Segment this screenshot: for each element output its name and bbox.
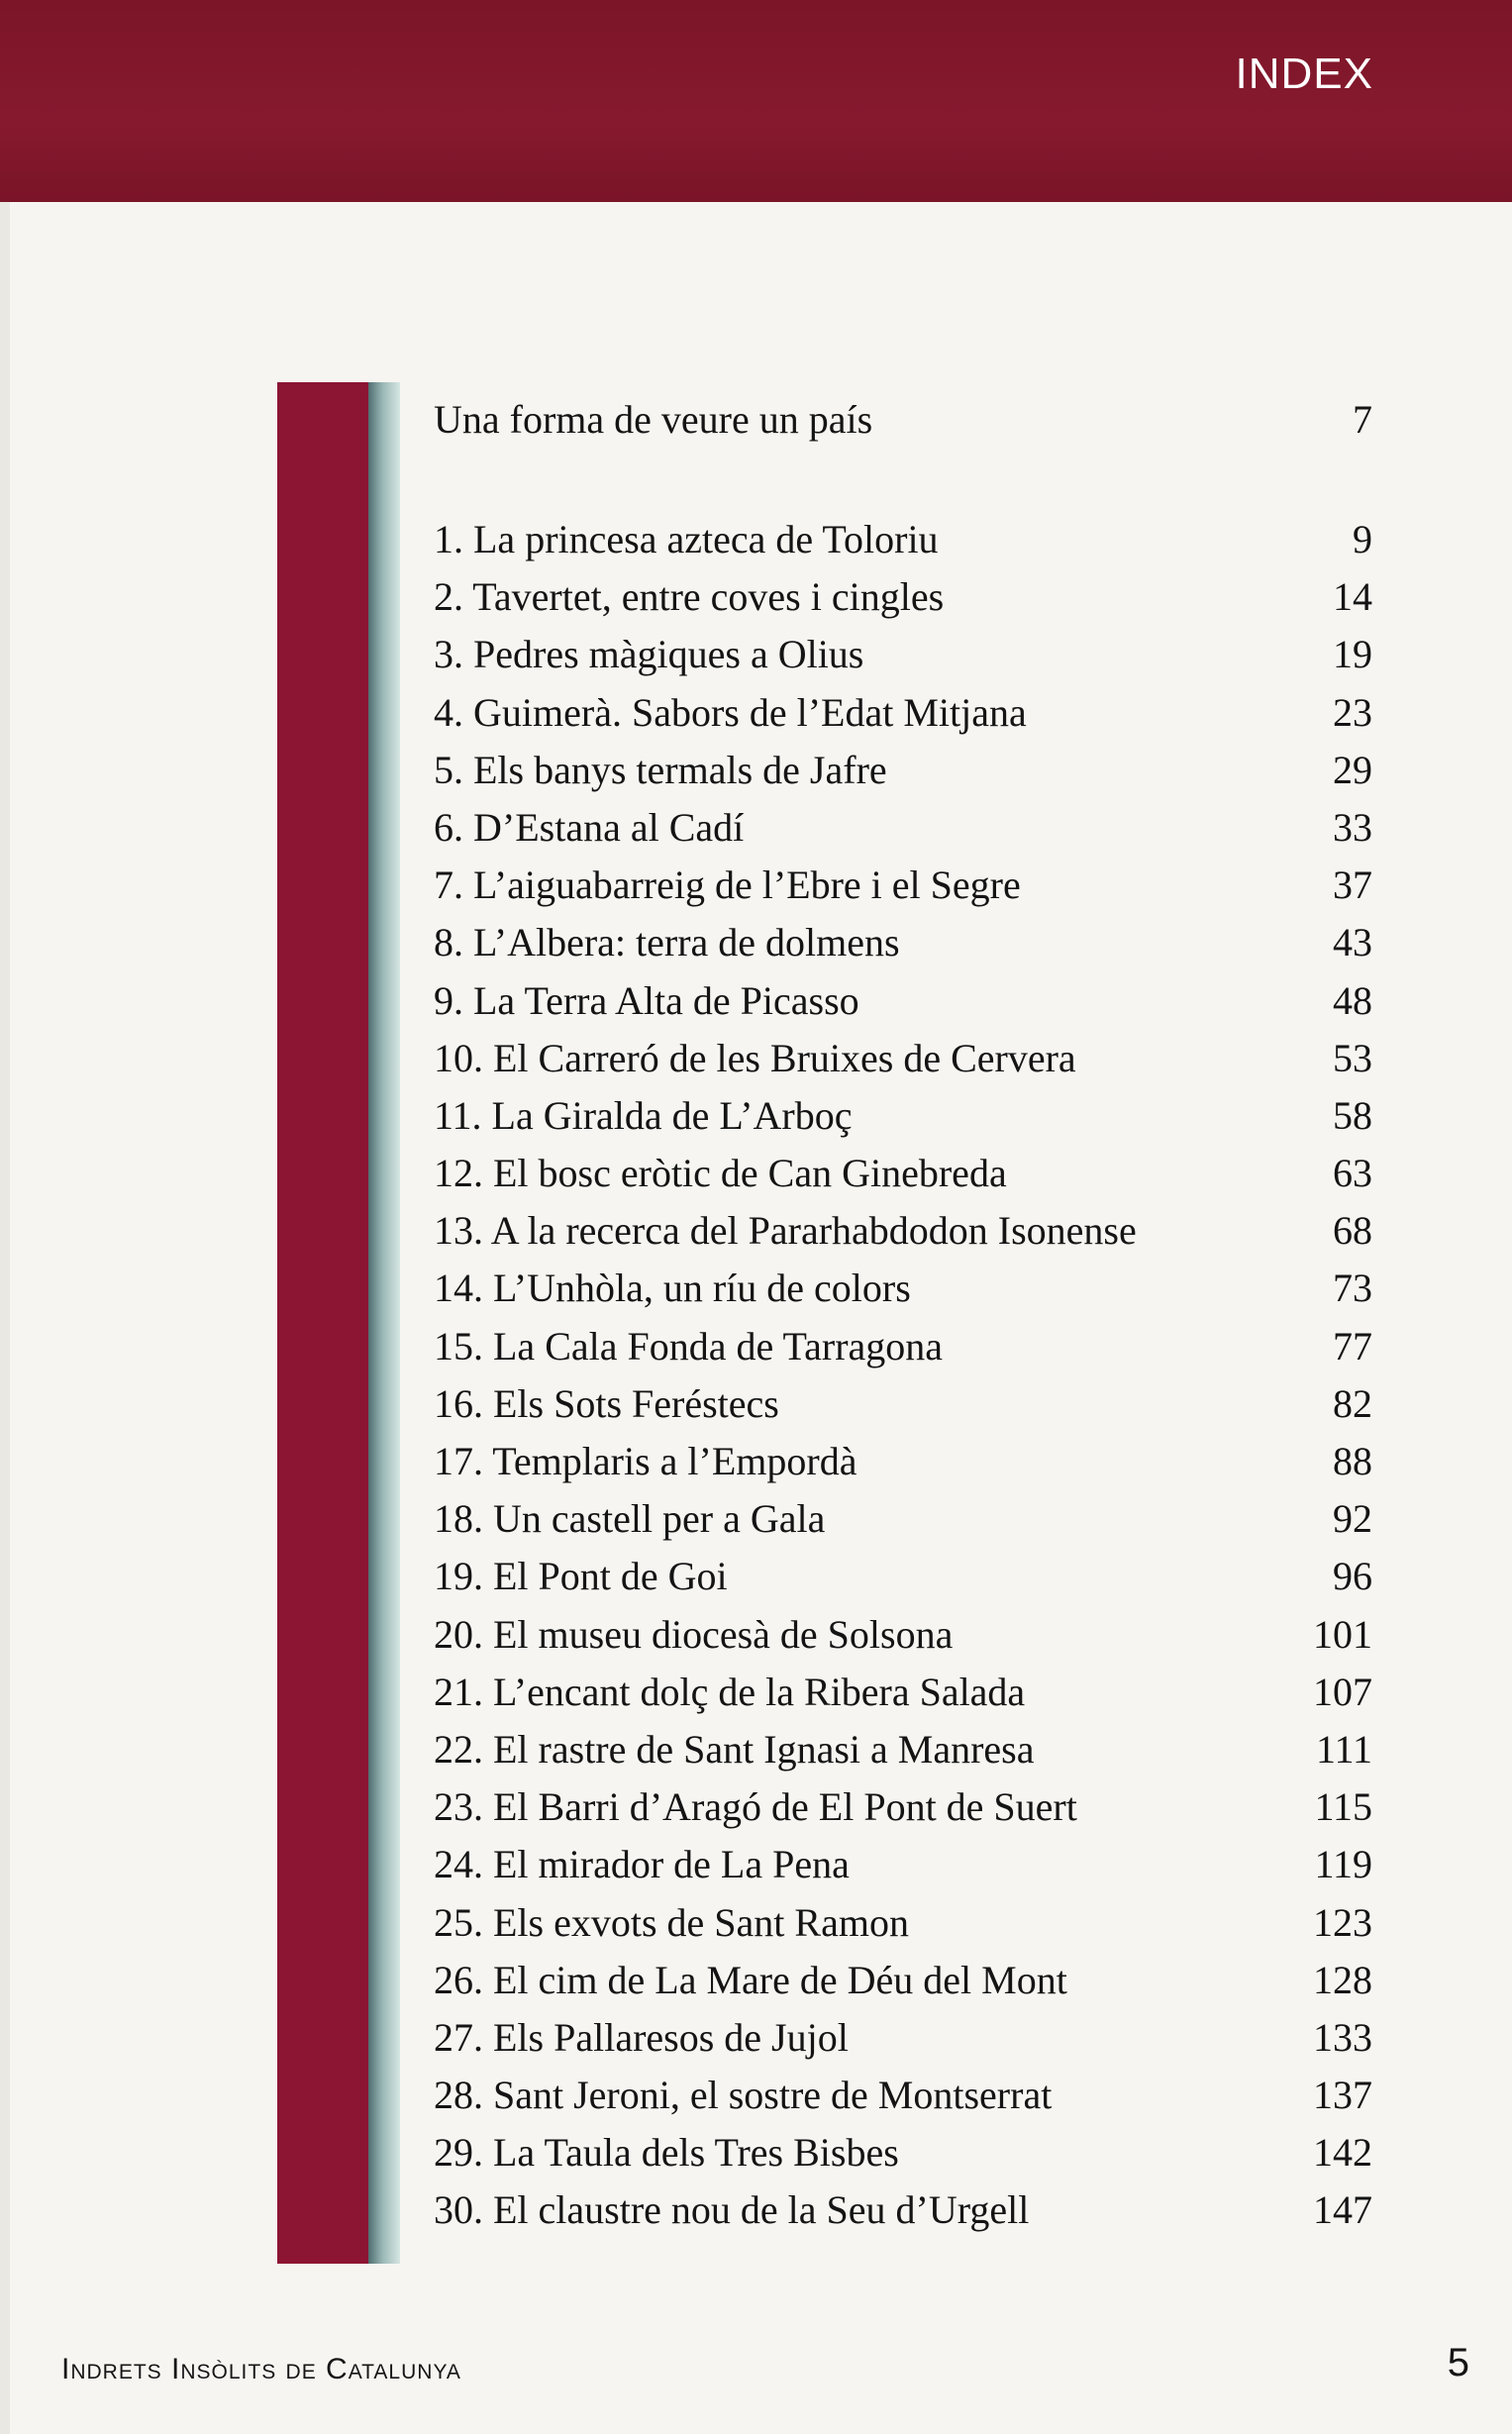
toc-entry-page: 43	[1333, 920, 1372, 965]
toc-entry[interactable]	[434, 2067, 1372, 2124]
toc-entry-title: 13. A la recerca del Pararhabdodon Isonense	[434, 1208, 1137, 1254]
toc-entry-page: 133	[1313, 2014, 1372, 2060]
toc-entry[interactable]	[434, 1664, 1372, 1721]
toc-entry-title: 26. El cim de La Mare de Déu del Mont	[434, 1957, 1067, 2002]
toc-entry-page: 53	[1333, 1035, 1372, 1080]
toc-entry-title: 2. Tavertet, entre coves i cingles	[434, 574, 945, 620]
table-of-contents	[434, 396, 1372, 2240]
toc-entry[interactable]	[434, 1952, 1372, 2009]
toc-entry[interactable]	[434, 568, 1372, 626]
header-band	[0, 0, 1512, 202]
toc-entry[interactable]	[434, 2181, 1372, 2239]
toc-entry-page: 88	[1333, 1439, 1372, 1483]
toc-entry[interactable]	[434, 1087, 1372, 1145]
toc-entry-page: 92	[1333, 1496, 1372, 1542]
toc-entry-title: 6. D’Estana al Cadí	[434, 804, 745, 850]
toc-entry[interactable]	[434, 914, 1372, 971]
toc-entry-page: 23	[1333, 689, 1372, 735]
page-title: INDEX	[1235, 50, 1373, 98]
toc-entry-page: 58	[1333, 1092, 1372, 1138]
toc-entry-title: 16. Els Sots Feréstecs	[434, 1380, 779, 1426]
toc-entry[interactable]	[434, 1030, 1372, 1087]
toc-entry-page: 19	[1333, 632, 1372, 677]
toc-entry[interactable]	[434, 1490, 1372, 1548]
toc-entry-title: 11. La Giralda de L’Arboç	[434, 1092, 853, 1138]
toc-entry[interactable]	[434, 857, 1372, 914]
toc-entry-title: 20. El museu diocesà de Solsona	[434, 1611, 954, 1657]
toc-entry-title: 12. El bosc eròtic de Can Ginebreda	[434, 1151, 1007, 1196]
toc-entry-page: 111	[1315, 1726, 1372, 1772]
toc-entry[interactable]	[434, 1548, 1372, 1605]
toc-entry-page: 37	[1333, 862, 1372, 908]
toc-entry-page: 7	[1353, 397, 1372, 442]
decorative-bar	[277, 382, 382, 2264]
toc-entry-title: 21. L’encant dolç de la Ribera Salada	[434, 1669, 1026, 1714]
toc-entry-page: 48	[1333, 977, 1372, 1023]
toc-entry-title: 25. Els exvots de Sant Ramon	[434, 1899, 909, 1945]
toc-entry-title: 22. El rastre de Sant Ignasi a Manresa	[434, 1726, 1035, 1772]
toc-entry[interactable]	[434, 1202, 1372, 1260]
toc-entry-title: 9. La Terra Alta de Picasso	[434, 977, 859, 1023]
toc-entry-title: Una forma de veure un país	[434, 397, 873, 442]
toc-entry[interactable]	[434, 1375, 1372, 1433]
toc-entry-page: 33	[1333, 804, 1372, 850]
toc-entry[interactable]	[434, 1894, 1372, 1952]
toc-entry-title: 30. El claustre nou de la Seu d’Urgell	[434, 2187, 1030, 2233]
toc-entry-title: 27. Els Pallaresos de Jujol	[434, 2014, 849, 2060]
toc-entry[interactable]	[434, 1433, 1372, 1490]
toc-entry[interactable]	[434, 1145, 1372, 1202]
toc-entry-page: 68	[1333, 1208, 1372, 1254]
toc-entry-title: 4. Guimerà. Sabors de l’Edat Mitjana	[434, 689, 1027, 735]
toc-entry-page: 107	[1313, 1669, 1372, 1714]
toc-entry[interactable]	[434, 1778, 1372, 1836]
toc-entry-page: 29	[1333, 747, 1372, 792]
toc-entry[interactable]	[434, 626, 1372, 683]
toc-entry-title: 14. L’Unhòla, un ríu de colors	[434, 1266, 911, 1311]
toc-entry-title: 3. Pedres màgiques a Olius	[434, 632, 864, 677]
toc-entry-page: 77	[1333, 1323, 1372, 1369]
toc-entry-page: 147	[1313, 2187, 1372, 2233]
toc-entry-title: 29. La Taula dels Tres Bisbes	[434, 2130, 899, 2176]
toc-entry[interactable]	[434, 1836, 1372, 1893]
toc-entry[interactable]	[434, 511, 1372, 568]
toc-entry-title: 10. El Carreró de les Bruixes de Cervera	[434, 1035, 1076, 1080]
toc-entry-title: 23. El Barri d’Aragó de El Pont de Suert	[434, 1784, 1077, 1830]
toc-entry-page: 9	[1353, 517, 1372, 561]
toc-entry-title: 15. La Cala Fonda de Tarragona	[434, 1323, 944, 1369]
toc-entry-page: 96	[1333, 1554, 1372, 1599]
toc-entry-page: 128	[1313, 1957, 1372, 2002]
toc-entry-title: 28. Sant Jeroni, el sostre de Montserrat	[434, 2073, 1053, 2118]
toc-entry-title: 18. Un castell per a Gala	[434, 1496, 826, 1542]
toc-entry-page: 115	[1314, 1784, 1372, 1830]
toc-list	[434, 511, 1372, 2240]
toc-entry-title: 1. La princesa azteca de Toloriu	[434, 517, 939, 561]
toc-intro-row[interactable]	[434, 396, 1372, 454]
toc-entry[interactable]	[434, 799, 1372, 857]
toc-entry-page: 101	[1313, 1611, 1372, 1657]
toc-entry-page: 63	[1333, 1151, 1372, 1196]
toc-entry[interactable]	[434, 1721, 1372, 1778]
toc-entry[interactable]	[434, 1260, 1372, 1317]
toc-entry[interactable]	[434, 2009, 1372, 2067]
toc-entry[interactable]	[434, 972, 1372, 1030]
toc-entry[interactable]	[434, 742, 1372, 799]
toc-entry-page: 123	[1313, 1899, 1372, 1945]
toc-entry-page: 137	[1313, 2073, 1372, 2118]
toc-entry-page: 14	[1333, 574, 1372, 620]
toc-entry-page: 142	[1313, 2130, 1372, 2176]
toc-entry[interactable]	[434, 684, 1372, 742]
decorative-bar-shadow	[368, 382, 400, 2264]
footer-book-title: Indrets Insòlits de Catalunya	[61, 2353, 461, 2385]
toc-entry-title: 17. Templaris a l’Empordà	[434, 1439, 857, 1483]
page-edge	[0, 202, 10, 2434]
toc-entry-page: 73	[1333, 1266, 1372, 1311]
footer-page-number: 5	[1447, 2341, 1469, 2384]
toc-entry-title: 24. El mirador de La Pena	[434, 1842, 850, 1887]
toc-entry[interactable]	[434, 1318, 1372, 1375]
toc-entry-title: 8. L’Albera: terra de dolmens	[434, 920, 900, 965]
toc-entry-page: 82	[1333, 1380, 1372, 1426]
toc-entry-title: 7. L’aiguabarreig de l’Ebre i el Segre	[434, 862, 1021, 908]
toc-entry-page: 119	[1314, 1842, 1372, 1887]
toc-entry[interactable]	[434, 1606, 1372, 1664]
toc-entry[interactable]	[434, 2124, 1372, 2181]
toc-entry-title: 19. El Pont de Goi	[434, 1554, 728, 1599]
toc-entry-title: 5. Els banys termals de Jafre	[434, 747, 887, 792]
